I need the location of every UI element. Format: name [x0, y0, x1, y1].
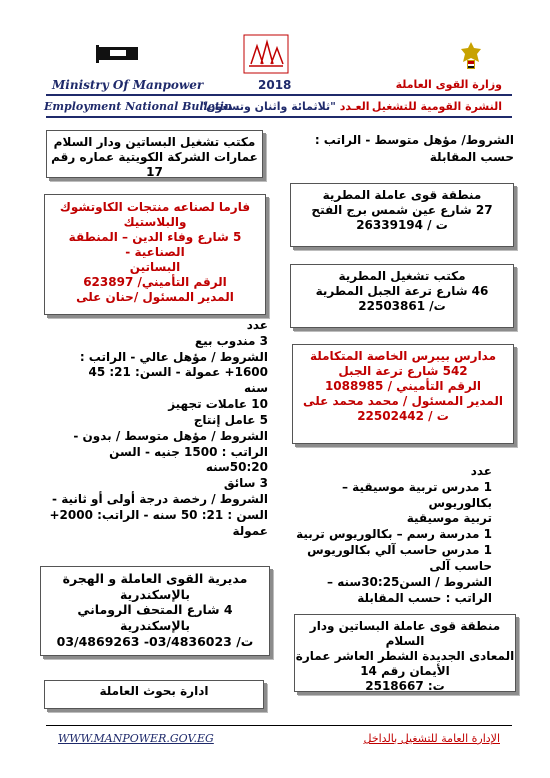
company-address-cont: البساتين: [129, 260, 181, 274]
salary-text: حسب المقابلة: [429, 149, 514, 164]
company-pharma-box: [44, 194, 266, 315]
directorate-address: 4 شارع المتحف الروماني بالإسكندرية: [77, 602, 233, 633]
insurance-number: الرقم التأميني/ 623897: [83, 275, 227, 289]
list-item: الشروط / رخصة درجة أولى أو ثانية -: [52, 492, 268, 507]
list-item: 10 عاملات تجهيز: [168, 397, 268, 412]
office-name: مكتب تشغيل البساتين ودار السلام: [53, 135, 256, 149]
list-item: 50:20سنه: [205, 460, 268, 475]
manager-name: المدير المسئول / محمد محمد على: [303, 394, 503, 408]
matareya-area-box: [290, 183, 514, 247]
office-address: عمارات الشركة الكويتية عماره رقم 17: [51, 150, 258, 179]
office-phone: ت/ 22503861: [358, 299, 446, 313]
school-address: 542 شارع ترعة الجبل: [338, 364, 468, 378]
website-link[interactable]: WWW.MANPOWER.GOV.EG: [58, 732, 214, 745]
list-item: عمولة: [232, 523, 268, 538]
eagle-emblem: [459, 40, 483, 72]
header-rule-bottom: [46, 116, 512, 118]
issue-line: [195, 100, 375, 113]
research-dept-box: [44, 680, 264, 709]
issue-year: 2018: [258, 78, 292, 92]
directorate-name: مديرية القوى العاملة و الهجرة: [62, 571, 248, 586]
ministry-ar: وزارة القوى العاملة: [395, 78, 502, 91]
bulletin-emblem: [243, 34, 289, 74]
list-item: 1 مدرس حاسب آلي بكالوريوس: [307, 543, 492, 558]
list-item: الشروط / مؤهل متوسط / بدون -: [73, 428, 268, 443]
matareya-office-box: [290, 264, 514, 328]
insurance-number: الرقم التأميني / 1088985: [324, 379, 482, 393]
flag-logo: [96, 44, 142, 64]
school-phone: ت / 22502442: [357, 409, 449, 423]
list-item: عدد: [246, 318, 268, 332]
header-rule-top: [46, 94, 512, 96]
alexandria-directorate-box: [40, 566, 270, 656]
office-address: 46 شارع ترعة الجبل المطرية: [315, 284, 489, 298]
area-address: المعادى الجديدة الشطر العاشر عمارة: [295, 649, 515, 663]
directorate-city: بالإسكندرية: [119, 586, 191, 602]
list-item: 3 سائق: [223, 476, 268, 491]
footer-dept: الإدارة العامة للتشغيل بالداخل: [363, 732, 500, 745]
baybars-schools-box: [292, 344, 514, 444]
list-item: 1 مدرسة رسم – بكالوريوس تربية: [296, 527, 492, 542]
research-dept-name: ادارة بحوث العاملة: [99, 684, 209, 698]
list-item: سنه: [244, 381, 268, 396]
list-item: السن : 21: 50 سنه - الراتب: 2000+: [49, 507, 268, 522]
right-jobs-list: [296, 464, 492, 606]
bulletin-ar: النشرة القومية للتشغيل: [371, 100, 502, 113]
company-name: فارما لصناعه منتجات الكاوتشوك: [59, 200, 251, 214]
company-address: 5 شارع وفاء الدين – المنطقة الصناعية -: [68, 230, 242, 259]
directorate-phones: ت/ 03/4836023- 03/4869263: [56, 633, 254, 649]
area-name: منطقة قوى عاملة البساتين ودار السلام: [309, 619, 501, 648]
area-phone: ت / 26339194: [356, 218, 448, 232]
left-jobs-list: [36, 318, 268, 540]
basateen-area-box: [294, 614, 516, 692]
list-item: 5 عامل إنتاج: [193, 412, 268, 427]
list-item: الشروط / مؤهل عالي - الراتب :: [79, 349, 268, 364]
school-name: مدارس بيبرس الخاصة المتكاملة: [309, 349, 497, 363]
manager-name: المدير المسئول /حنان على: [76, 290, 234, 304]
list-item: الراتب : 1500 جنيه - السن: [109, 444, 268, 459]
list-item: تربية موسيقية: [406, 511, 492, 526]
list-item: حاسب آلى: [429, 558, 492, 573]
office-name: مكتب تشغيل المطرية: [338, 269, 466, 283]
bulletin-en: Employment National Bulletin: [44, 100, 232, 113]
list-item: 1600+ عمولة - السن: 21: 45: [88, 365, 268, 380]
list-item: 3 مندوب بيع: [194, 333, 268, 348]
list-item: الراتب : حسب المقابلة: [357, 590, 492, 605]
list-item: الشروط / السن30:25سنه –: [327, 574, 492, 589]
list-item: 1 مدرس تربية موسيقية – بكالوريوس: [341, 479, 492, 510]
footer-rule: [46, 725, 512, 726]
issue-number: "ثلاثمائة واثنان وتسعون": [200, 100, 336, 113]
top-conditions: [300, 132, 514, 166]
ministry-en: Ministry Of Manpower: [52, 78, 204, 92]
list-item: عدد: [470, 464, 492, 478]
area-phone: ت: 2518667: [365, 679, 445, 693]
company-name-cont: والبلاستيك: [123, 215, 187, 229]
issue-label: العـدد: [339, 100, 370, 113]
conditions-text: الشروط/ مؤهل متوسط - الراتب :: [314, 133, 514, 147]
area-address-cont: الأيمان رقم 14: [360, 664, 450, 678]
area-address: 27 شارع عين شمس برج الفتح: [311, 203, 493, 217]
area-name: منطقة قوى عاملة المطرية: [322, 188, 482, 202]
office-basateen-box: [46, 130, 263, 178]
